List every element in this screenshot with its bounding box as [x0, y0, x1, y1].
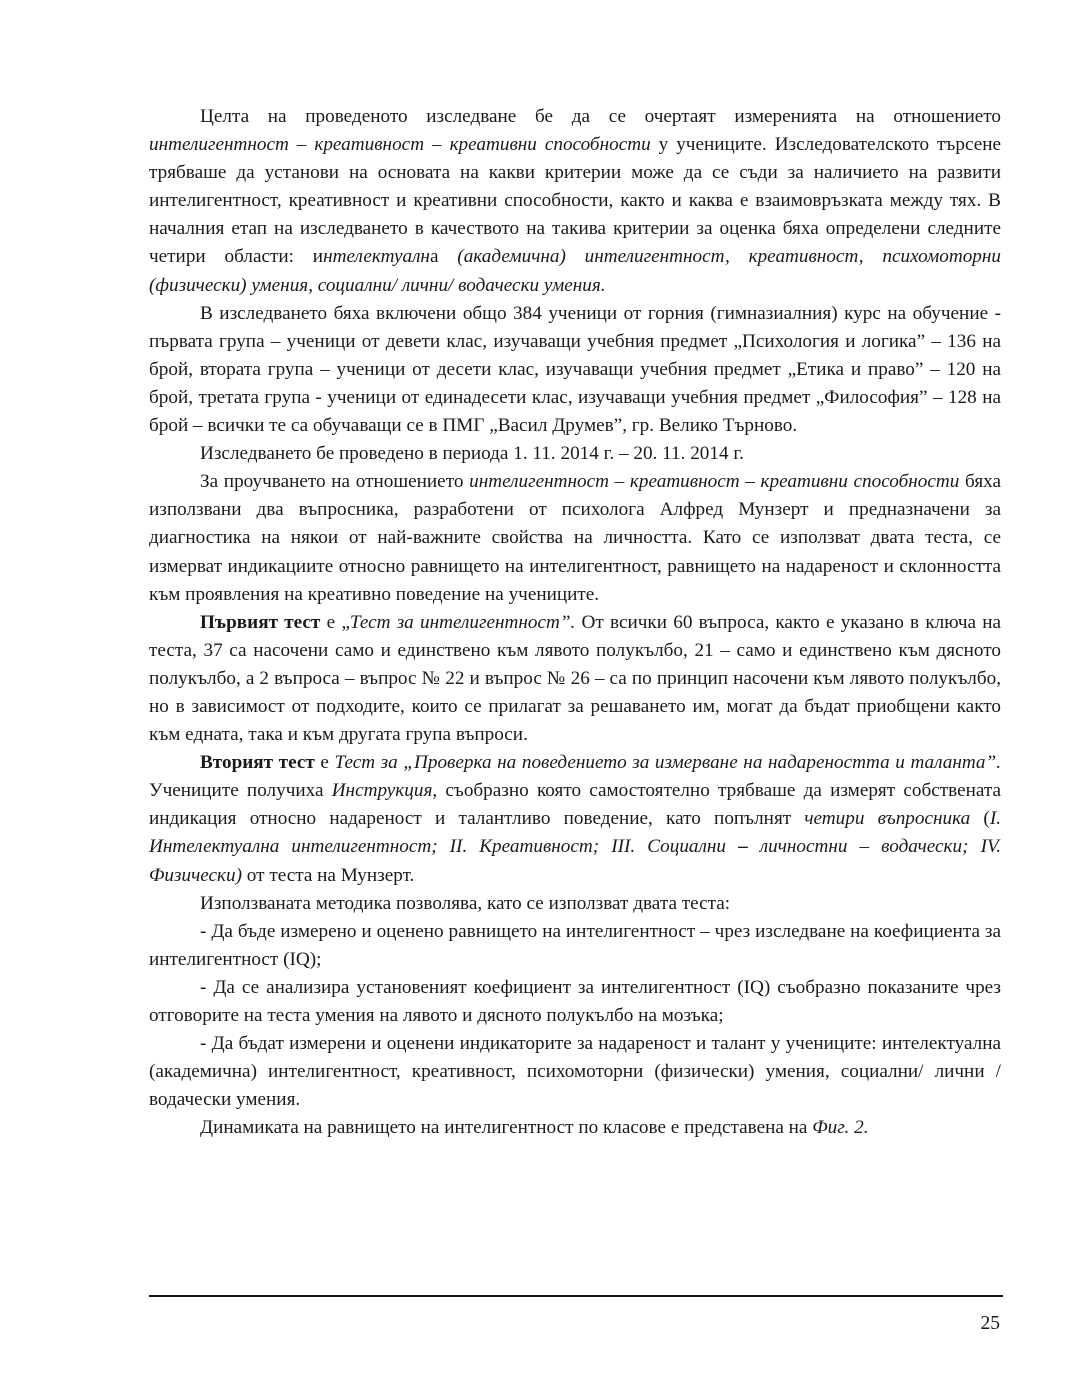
body-text — [149, 103, 1001, 1142]
paragraph-research-aim: Целта на проведеното изследване бе да се очертаят измеренията на отношението интелигентност – креативност – креативни способности у учениците. Изследователското търсене трябваше да установи на основата на какви критерии може да се съди за наличието на развити интелигентност, креативност и креативни способности, както и каква е взаимовръзката между тях. В началния етап на изследването в качеството на такива критерии за оценка бяха определени следните четири области: интелектуална (академична) интелигентност, креативност, психомоторни (физически) умения, социални/ лични/ водачески умения. — [149, 106, 1001, 296]
paragraph-participants: В изследването бяха включени общо 384 ученици от горния (гимназиалния) курс на обучение - първата група – ученици от девети клас, изучаващи учебния предмет „Психология и логика” – 136 на брой, втората група – ученици от десети клас, изучаващи учебния предмет „Етика и право” – 120 на брой, третата група - ученици от единадесети клас, изучаващи учебния предмет „Философия” – 128 на брой – всички те са обучаващи се в ПМГ „Васил Друмев”, гр. Велико Търново. — [149, 302, 1001, 437]
list-item-iq-measure: - Да бъде измерено и оценено равнището на интелигентност – чрез изследване на коефициента за интелигентност (IQ); — [149, 920, 1001, 970]
list-item-iq-analysis: - Да се анализира установеният коефициент за интелигентност (IQ) съобразно показаните чрез отговорите на теста умения на лявото и дясното полукълбо на мозъка; — [149, 976, 1001, 1026]
page-number: 25 — [980, 1313, 1000, 1334]
list-item-giftedness: - Да бъдат измерени и оценени индикаторите за надареност и талант у учениците: интелектуална (академична) интелигентност, креативност, психомоторни (физически) умения, социални/ лични / водачески умения. — [149, 1033, 1001, 1111]
paragraph-period: Изследването бе проведено в периода 1. 11. 2014 г. – 20. 11. 2014 г. — [200, 443, 744, 465]
paragraph-questionnaires: За проучването на отношението интелигентност – креативност – креативни способности бяха използвани два въпросника, разработени от психолога Алфред Мунзерт и предназначени за диагностика на някои от най-важните свойства на личността. Като се използват двата теста, се измерват индикациите относно равнището на интелигентност, равнището на надареност и склонността към проявления на креативно поведение на учениците. — [149, 471, 1002, 605]
paragraph-figure-reference: Динамиката на равнището на интелигентност по класове е представена на Фиг. 2. — [200, 1117, 869, 1139]
paragraph-methodology: Използваната методика позволява, като се използват двата теста: — [200, 892, 731, 914]
paragraph-second-test: Вторият тест е Тест за „Проверка на поведението за измерване на надареността и таланта”. Учениците получиха Инструкция, съобразно която самостоятелно трябваше да измерят собствената индикация относно надареност и талантливо поведение, като попълнят четири въпросника (I. Интелектуална интелигентност; II. Креативност; III. Социални – личностни – водачески; IV. Физически) от теста на Мунзерт. — [149, 752, 1002, 886]
paragraph-first-test: Първият тест е „Тест за интелигентност”. От всички 60 въпроса, както е указано в ключа на теста, 37 са насочени само и единствено към лявото полукълбо, 21 – само и единствено към дясното полукълбо, а 2 въпроса – въпрос № 22 и въпрос № 26 – са по принцип насочени към лявото полукълбо, но в зависимост от подходите, които се прилагат за решаването им, могат да бъдат приобщени както към едната, така и към другата група въпроси. — [149, 611, 1001, 746]
footer-divider — [149, 1295, 1003, 1297]
